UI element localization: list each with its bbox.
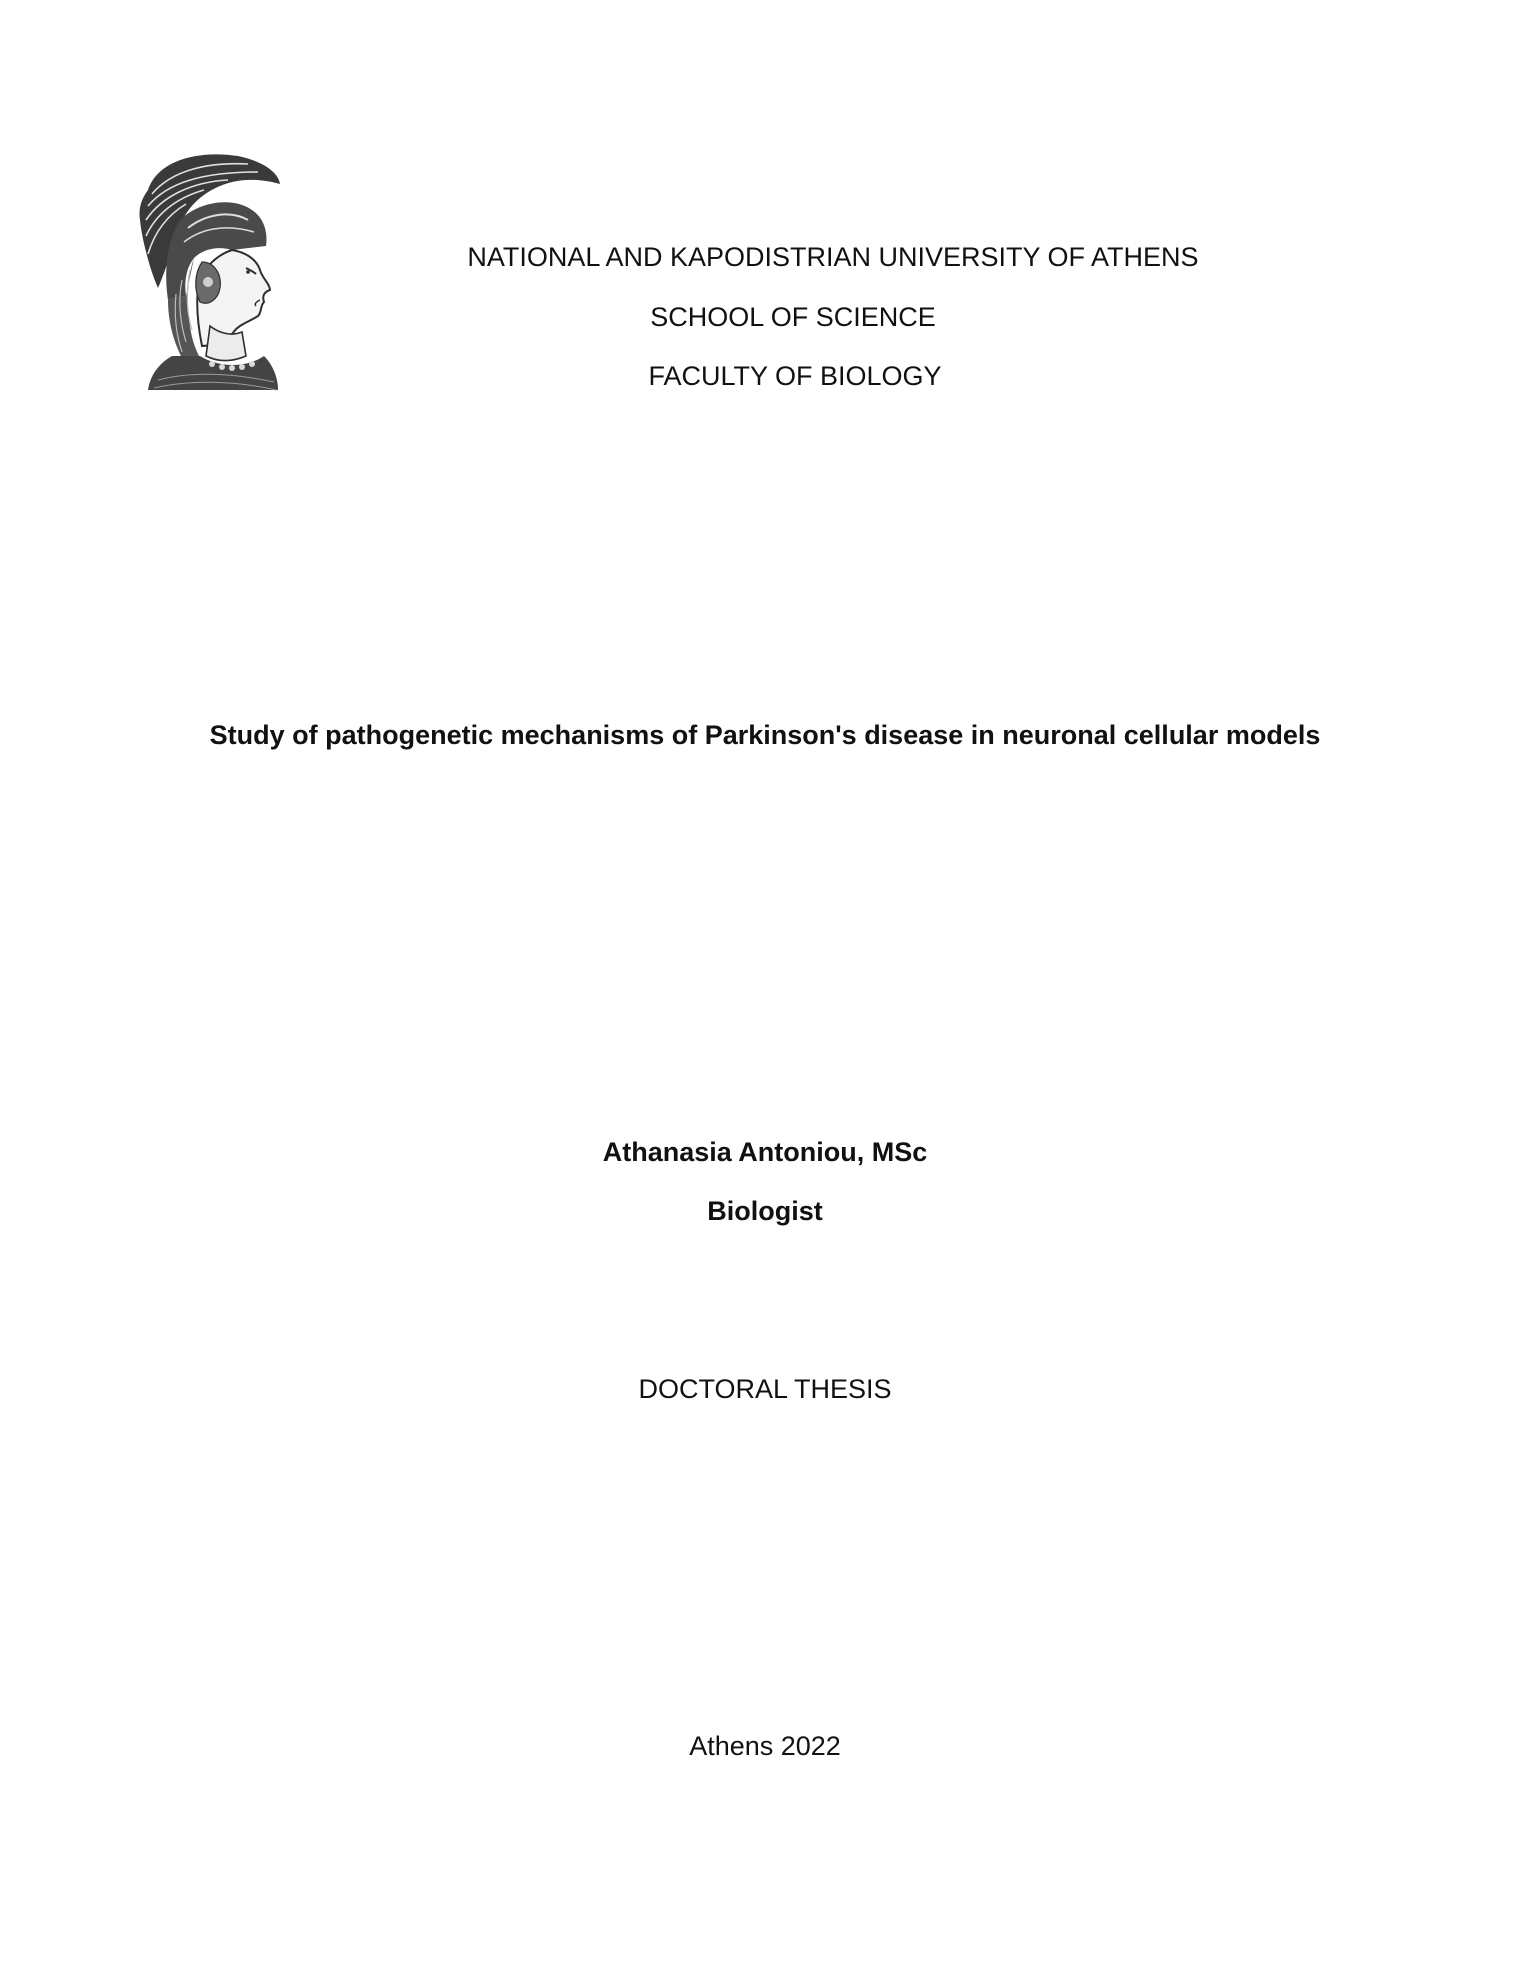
thesis-title: Study of pathogenetic mechanisms of Parkinson's disease in neuronal cellular models [209,720,1321,750]
author-role: Biologist [707,1196,823,1226]
author-name: Athanasia Antoniou, MSc [602,1137,928,1167]
place-year: Athens 2022 [689,1731,841,1761]
university-name: NATIONAL AND KAPODISTRIAN UNIVERSITY OF ATHENS [467,242,1199,272]
faculty-name: FACULTY OF BIOLOGY [648,361,942,391]
document-type: DOCTORAL THESIS [638,1374,892,1404]
university-emblem-icon [128,150,288,398]
school-name: SCHOOL OF SCIENCE [650,302,936,332]
